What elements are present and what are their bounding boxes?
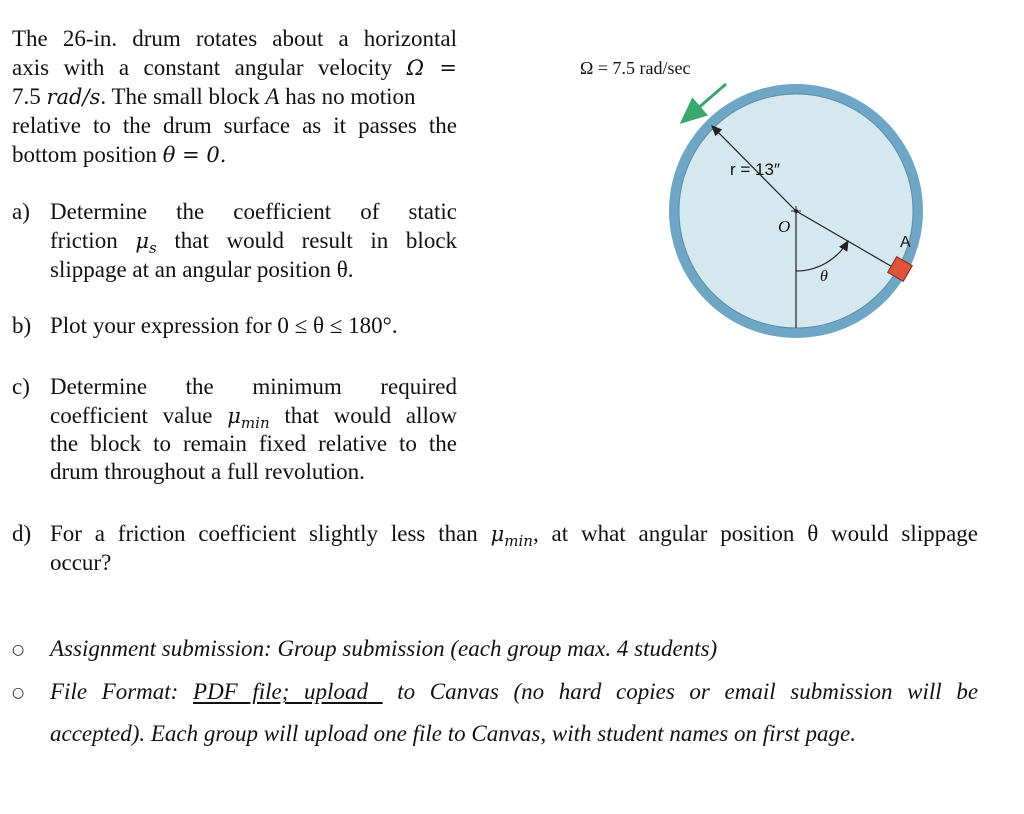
center-label: O — [778, 217, 791, 236]
bullet-3-text: accepted). Each group will upload one file to Canvas, with student names on first page. — [50, 721, 856, 746]
radius-label: r = 13″ — [730, 160, 780, 179]
bullet-circle-icon: ○ — [12, 685, 25, 701]
part-d-marker: d) — [12, 521, 32, 546]
part-a-line-2: friction $\mu_s$ that would result in block — [50, 228, 458, 257]
part-a-line-1: Determine the coefficient of static — [50, 199, 457, 224]
part-c-marker: c) — [12, 374, 30, 399]
intro-line-3: 7.5 rad/s. The small block A has no motion — [12, 84, 416, 109]
part-c-line-4: drum throughout a full revolution. — [50, 459, 365, 484]
intro-line-2: axis with a constant angular velocity Ω = — [12, 55, 457, 80]
part-d-line-1: For a friction coefficient slightly less than $\mu_{min}$, at what angular position θ would slippage — [50, 521, 979, 550]
part-b-line-1: Plot your expression for 0 ≤ θ ≤ 180°. — [50, 313, 398, 338]
intro-line-1: The 26-in. drum rotates about a horizontal — [12, 26, 457, 51]
part-b-marker: b) — [12, 313, 32, 338]
bullet-circle-icon: ○ — [12, 642, 25, 658]
bullet-1-text: Assignment submission: Group submission (each group max. 4 students) — [50, 636, 718, 661]
omega-label: Ω = 7.5 rad/sec — [580, 58, 691, 78]
angle-label: θ — [820, 268, 828, 285]
part-a-marker: a) — [12, 199, 30, 224]
part-c-line-2: coefficient value $\mu_{min}$ that would allow — [50, 403, 458, 432]
part-a-line-3: slippage at an angular position θ. — [50, 257, 354, 282]
part-d-line-2: occur? — [50, 550, 112, 575]
drum-figure — [560, 40, 1000, 400]
part-c-line-1: Determine the minimum required — [50, 374, 457, 399]
intro-line-4: relative to the drum surface as it passes the — [12, 113, 457, 138]
block-label: A — [900, 234, 911, 251]
part-c-line-3: the block to remain fixed relative to the — [50, 431, 457, 456]
pdf-file-link[interactable]: PDF file; upload — [193, 679, 368, 704]
bullet-2-text: File Format: PDF file; upload to Canvas (no hard copies or email submission will be — [50, 679, 979, 704]
intro-line-5: bottom position θ = 0. — [12, 142, 227, 167]
